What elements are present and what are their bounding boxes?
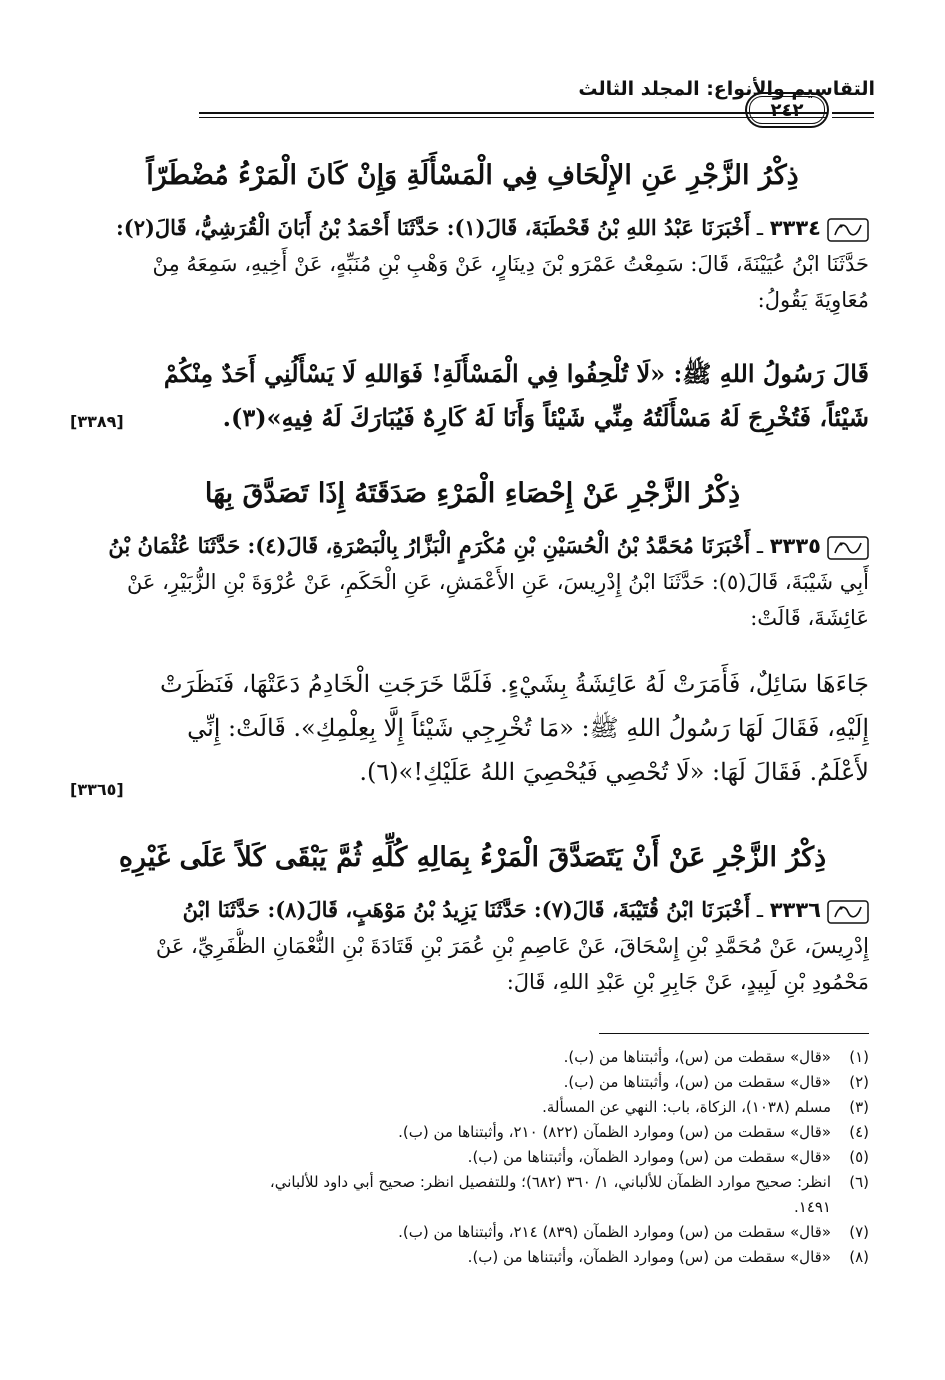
footnote-line: انظر: صحيح موارد الظمآن للألباني، ١/ ٣٦٠ (٦٨٢)؛ وللتفصيل انظر: صحيح أبي داود للألباني، [269, 1173, 831, 1191]
isnad-line: حَدَّثَنَا ابْنُ عُيَيْنَةَ، قَالَ: سَمِعْتُ عَمْرَو بْنَ دِينَارٍ، عَنْ وَهْبِ بْنِ مُنَبِّهٍ، عَنْ أَخِيهِ، سَمِعَهُ مِنْ [152, 252, 869, 276]
footnote-text [76, 1170, 831, 1220]
footnote-text: «قال» سقطت من (س)، وأثبتناها من (ب). [563, 1048, 831, 1066]
isnad-line: عَائِشَةَ، قَالَتْ: [750, 606, 869, 630]
running-title: التقاسيم والأنواع: المجلد الثالث [578, 78, 875, 100]
hadith-number: ٣٣٣٥ [769, 534, 821, 558]
isnad-line: ٣٣٣٦ ـ أَخْبَرَنَا ابْنُ قُتَيْبَةَ، قَالَ(٧): حَدَّثَنَا يَزِيدُ بْنُ مَوْهَبٍ، قَالَ(٨): حَدَّثَنَا ابْنُ [76, 892, 869, 928]
footnote [76, 1220, 869, 1245]
matn-paragraph [76, 662, 869, 794]
matn-line: لأَعْلَمُ. فَقَالَ لَهَا: «لَا تُحْصِي فَيُحْصِيَ اللهُ عَلَيْكِ!»(٦). [359, 758, 869, 786]
isnad-paragraph [76, 210, 869, 318]
section-title: ذِكْرُ الزَّجْرِ عَنْ إِحْصَاءِ الْمَرْءِ صَدَقَتَهُ إِذَا تَصَدَّقَ بِهَا [204, 478, 741, 509]
footnote-text: مسلم (١٠٣٨)، الزكاة، باب: النهي عن المسألة. [542, 1098, 831, 1116]
cross-reference: [٣٣٦٥] [70, 780, 124, 799]
page-number-frame [745, 92, 829, 128]
footnote-number: (٤) [849, 1123, 869, 1141]
isnad-paragraph [76, 528, 869, 636]
isnad-line: مُعَاوِيَةَ يَقُولُ: [757, 288, 869, 312]
hadith-ornament-icon [827, 217, 869, 243]
header-rule [199, 112, 827, 114]
hadith-number: ٣٣٣٦ [769, 898, 821, 922]
footnote-text: «قال» سقطت من (س) وموارد الظمآن (٨٣٩) ٢١٤، وأثبتناها من (ب). [398, 1223, 831, 1241]
matn-line: قَالَ رَسُولُ اللهِ ﷺ: «لَا تُلْحِفُوا فِي الْمَسْأَلَةِ! فَوَاللهِ لَا يَسْأَلُنِي أَحَدٌ مِنْكُمْ [163, 359, 869, 388]
hadith-number: ٣٣٣٤ [769, 216, 821, 240]
section-title: ذِكْرُ الزَّجْرِ عَنِ الإِلْحَافِ فِي الْمَسْأَلَةِ وَإِنْ كَانَ الْمَرْءُ مُضْطَرّاً [146, 160, 799, 191]
matn-line: جَاءَهَا سَائِلٌ، فَأَمَرَتْ لَهُ عَائِشَةُ بِشَيْءٍ. فَلَمَّا خَرَجَتِ الْخَادِمُ دَعَتْهَا، فَنَظَرَتْ [160, 670, 869, 698]
matn-line: شَيْئاً، فَتُخْرِجَ لَهُ مَسْأَلَتُهُ مِنِّي شَيْئاً وَأَنَا لَهُ كَارِهٌ فَيُبَارَكَ لَهُ فِيهِ»(٣). [222, 403, 869, 432]
footnote [76, 1095, 869, 1120]
footnote [76, 1145, 869, 1170]
footnote [76, 1045, 869, 1070]
isnad-line: مَحْمُودِ بْنِ لَبِيدٍ، عَنْ جَابِرِ بْنِ عَبْدِ اللهِ، قَالَ: [506, 970, 869, 994]
footnote-number: (٦) [849, 1173, 869, 1191]
footnote-text: «قال» سقطت من (س) وموارد الظمآن، وأثبتناها من (ب). [467, 1248, 831, 1266]
footnote-text: «قال» سقطت من (س) وموارد الظمآن، وأثبتناها من (ب). [467, 1148, 831, 1166]
cross-reference: [٣٣٨٩] [70, 412, 124, 431]
page-number: ٢٤٢ [749, 96, 825, 124]
isnad-line: أَبِي شَيْبَةَ، قَالَ(٥): حَدَّثَنَا ابْنُ إِدْرِيسَ، عَنِ الأَعْمَشِ، عَنِ الْحَكَمِ، عَنْ عُرْوَةَ بْنِ الزُّبَيْرِ، عَنْ [126, 570, 869, 594]
footnote [76, 1120, 869, 1145]
footnote-line: ١٤٩١. [793, 1198, 831, 1216]
footnote-number: (٨) [849, 1248, 869, 1266]
isnad-paragraph [76, 892, 869, 1000]
footnote-text: «قال» سقطت من (س)، وأثبتناها من (ب). [563, 1073, 831, 1091]
isnad-line: ٣٣٣٥ ـ أَخْبَرَنَا مُحَمَّدُ بْنُ الْحُسَيْنِ بْنِ مُكْرَمٍ الْبَزَّارُ بِالْبَصْرَةِ، قَالَ(٤): حَدَّثَنَا عُثْمَانُ بْنُ [76, 528, 869, 564]
footnote-number: (٧) [849, 1223, 869, 1241]
hadith-ornament-icon [827, 899, 869, 925]
footnote-divider [599, 1033, 869, 1034]
footnote [76, 1070, 869, 1095]
footnote [76, 1245, 869, 1270]
footnote-number: (١) [849, 1048, 869, 1066]
footnote [76, 1170, 869, 1220]
isnad-line: إِدْرِيسَ، عَنْ مُحَمَّدِ بْنِ إِسْحَاقَ، عَنْ عَاصِمِ بْنِ عُمَرَ بْنِ قَتَادَةَ بْنِ النُّعْمَانِ الظُّفَرِيِّ، عَنْ [155, 934, 869, 958]
matn-line: إِلَيْهِ، فَقَالَ لَهَا رَسُولُ اللهِ ﷺ: «مَا تُخْرِجِي شَيْئاً إِلَّا بِعِلْمِكِ». قَالَتْ: إِنِّي [187, 714, 869, 742]
isnad-text: أَخْبَرَنَا عَبْدُ اللهِ بْنُ قَحْطَبَةَ، قَالَ(١): حَدَّثَنَا أَحْمَدُ بْنُ أَبَانَ الْقُرَشِيُّ، قَالَ(٢): [116, 215, 751, 240]
isnad-text: أَخْبَرَنَا ابْنُ قُتَيْبَةَ، قَالَ(٧): حَدَّثَنَا يَزِيدُ بْنُ مَوْهَبٍ، قَالَ(٨): حَدَّثَنَا ابْنُ [182, 897, 751, 922]
footnote-number: (٥) [849, 1148, 869, 1166]
section-title: ذِكْرُ الزَّجْرِ عَنْ أَنْ يَتَصَدَّقَ الْمَرْءُ بِمَالِهِ كُلِّهِ ثُمَّ يَبْقَى كَلاً عَلَى غَيْرِهِ [118, 842, 827, 873]
header-rule-short [832, 112, 874, 114]
footnote-number: (٣) [849, 1098, 869, 1116]
footnote-number: (٢) [849, 1073, 869, 1091]
footnote-text: «قال» سقطت من (س) وموارد الظمآن (٨٢٢) ٢١٠، وأثبتناها من (ب). [398, 1123, 831, 1141]
hadith-ornament-icon [827, 535, 869, 561]
isnad-text: أَخْبَرَنَا مُحَمَّدُ بْنُ الْحُسَيْنِ بْنِ مُكْرَمٍ الْبَزَّارُ بِالْبَصْرَةِ، قَالَ(٤): حَدَّثَنَا عُثْمَانُ بْنُ [108, 533, 751, 558]
isnad-line: ٣٣٣٤ ـ أَخْبَرَنَا عَبْدُ اللهِ بْنُ قَحْطَبَةَ، قَالَ(١): حَدَّثَنَا أَحْمَدُ بْنُ أَبَانَ الْقُرَشِيُّ، قَالَ(٢): [76, 210, 869, 246]
matn-paragraph [76, 352, 869, 440]
footnotes [76, 1045, 869, 1270]
